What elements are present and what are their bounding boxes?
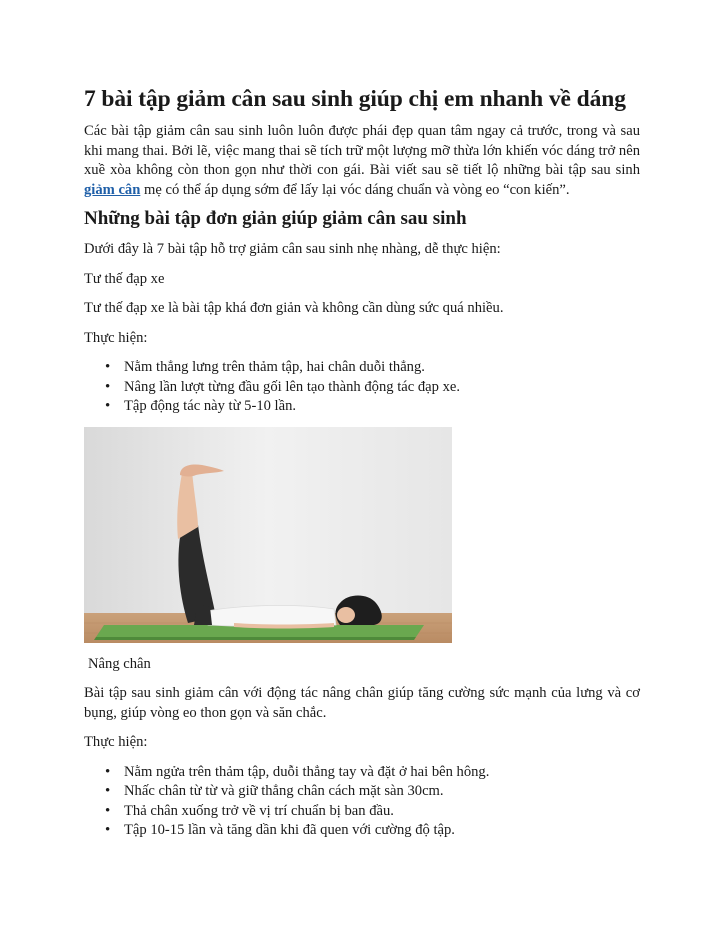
exercise1-steps-list bbox=[84, 358, 640, 417]
page-title: 7 bài tập giảm cân sau sinh giúp chị em nhanh về dáng bbox=[84, 86, 626, 112]
exercise2-steps-label: Thực hiện: bbox=[84, 734, 148, 750]
giam-can-link[interactable]: giảm cân bbox=[84, 181, 141, 198]
list-item: • Nhấc chân từ từ và giữ thẳng chân cách mặt sàn 30cm. bbox=[124, 782, 640, 802]
intro-paragraph bbox=[84, 122, 640, 200]
white-top bbox=[206, 605, 336, 626]
wall-background bbox=[84, 427, 452, 617]
intro-text-before: Các bài tập giảm cân sau sinh luôn luôn được phái đẹp quan tâm ngay cả trước, trong và sau khi mang thai. Bởi lẽ, việc mang thai sẽ tích trữ một lượng mỡ thừa lớn khiến vóc dáng trở nên xuề xòa không còn thon gọn như thời con gái. Bài viết sau sẽ tiết lộ những bài tập sau sinh bbox=[84, 123, 640, 178]
intro-text-after: mẹ có thể áp dụng sớm để lấy lại vóc dáng chuẩn và vòng eo “con kiến”. bbox=[140, 181, 570, 198]
document-page bbox=[84, 84, 640, 851]
list-item: • Tập 10-15 lần và tăng dần khi đã quen với cường độ tập. bbox=[124, 821, 640, 841]
exercise2-name: Nâng chân bbox=[88, 655, 151, 672]
list-item: • Tập động tác này từ 5-10 lần. bbox=[124, 397, 640, 417]
exercise1-description: Tư thế đạp xe là bài tập khá đơn giản và không cần dùng sức quá nhiều. bbox=[84, 300, 504, 316]
list-item: • Nằm thẳng lưng trên thảm tập, hai chân duỗi thẳng. bbox=[124, 358, 640, 378]
section-intro: Dưới đây là 7 bài tập hỗ trợ giảm cân sau sinh nhẹ nhàng, dễ thực hiện: bbox=[84, 241, 501, 257]
list-item: • Thả chân xuống trở về vị trí chuẩn bị ban đầu. bbox=[124, 802, 640, 822]
exercise2-steps-list bbox=[84, 763, 640, 841]
exercise1-name: Tư thế đạp xe bbox=[84, 270, 165, 287]
leg-raise-photo bbox=[84, 427, 452, 643]
exercise1-steps-label: Thực hiện: bbox=[84, 329, 148, 346]
list-item: • Nằm ngửa trên thảm tập, duỗi thẳng tay và đặt ở hai bên hông. bbox=[124, 763, 640, 783]
list-item: • Nâng lần lượt từng đầu gối lên tạo thành động tác đạp xe. bbox=[124, 378, 640, 398]
section-heading: Những bài tập đơn giản giúp giảm cân sau sinh bbox=[84, 208, 467, 229]
exercise2-description: Bài tập sau sinh giảm cân với động tác nâng chân giúp tăng cường sức mạnh của lưng và cơ bụng, giúp vòng eo thon gọn và săn chắc. bbox=[84, 685, 640, 721]
